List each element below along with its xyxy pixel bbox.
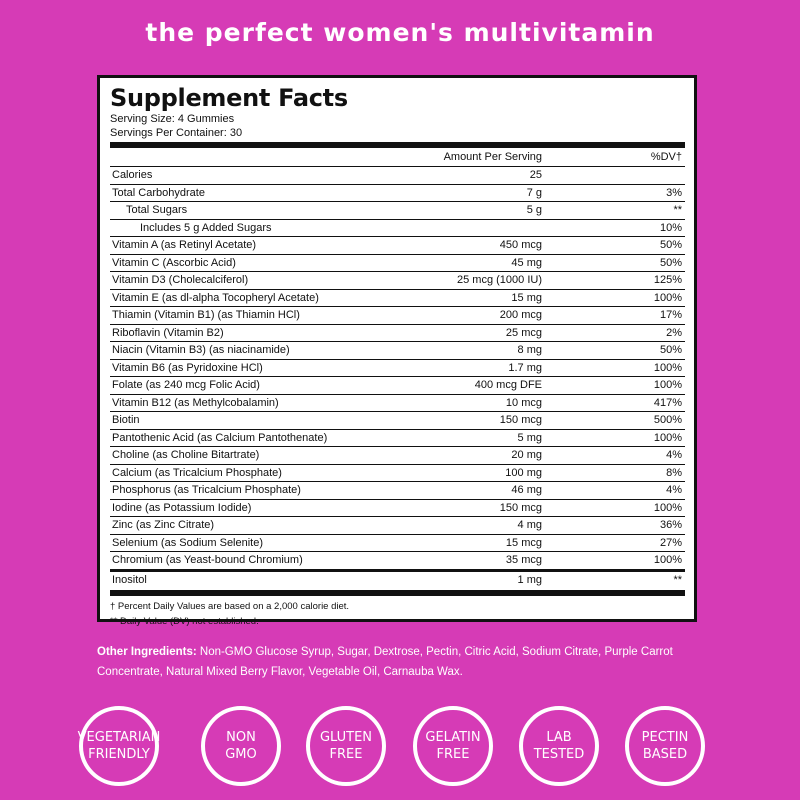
nutrient-name: Calories xyxy=(110,167,360,185)
bottom-divider xyxy=(110,590,685,596)
nutrient-amount: 10 mcg xyxy=(360,394,550,412)
nutrient-name: Zinc (as Zinc Citrate) xyxy=(110,517,360,535)
nutrient-amount: 45 mg xyxy=(360,254,550,272)
badge xyxy=(413,706,493,786)
badge-line1: GELATIN xyxy=(425,730,481,745)
header-dv: %DV† xyxy=(550,148,685,167)
nutrient-amount: 20 mg xyxy=(360,447,550,465)
facts-row xyxy=(110,219,685,237)
badge-line1: LAB xyxy=(546,730,572,745)
badge-line1: VEGETARIAN xyxy=(77,730,161,745)
nutrient-amount: 25 mcg (1000 IU) xyxy=(360,272,550,290)
facts-row xyxy=(110,412,685,430)
facts-row xyxy=(110,552,685,569)
nutrient-name: Thiamin (Vitamin B1) (as Thiamin HCl) xyxy=(110,307,360,325)
nutrient-dv: 17% xyxy=(550,307,685,325)
badge-line2: TESTED xyxy=(533,747,585,762)
other-ingredients-label: Other Ingredients: xyxy=(97,646,197,658)
nutrient-amount: 25 xyxy=(360,167,550,185)
nutrient-name: Vitamin E (as dl-alpha Tocopheryl Acetate) xyxy=(110,289,360,307)
nutrient-amount: 5 g xyxy=(360,202,550,220)
nutrient-dv: 100% xyxy=(550,359,685,377)
nutrient-amount xyxy=(360,219,550,237)
nutrient-dv: 10% xyxy=(550,219,685,237)
nutrient-name: Selenium (as Sodium Selenite) xyxy=(110,534,360,552)
supplement-facts-panel xyxy=(97,75,697,627)
badge-line1: PECTIN xyxy=(641,730,689,745)
nutrient-dv: 417% xyxy=(550,394,685,412)
nutrient-name: Riboflavin (Vitamin B2) xyxy=(110,324,360,342)
nutrient-amount: 25 mcg xyxy=(360,324,550,342)
facts-row xyxy=(110,464,685,482)
facts-title: Supplement Facts xyxy=(110,84,348,112)
facts-row xyxy=(110,429,685,447)
badge xyxy=(79,706,159,786)
nutrient-dv: 125% xyxy=(550,272,685,290)
nutrient-amount: 450 mcg xyxy=(360,237,550,255)
nutrient-name: Includes 5 g Added Sugars xyxy=(110,219,360,237)
nutrient-amount: 150 mcg xyxy=(360,412,550,430)
facts-row xyxy=(110,307,685,325)
badge-line2: BASED xyxy=(642,747,688,762)
nutrient-name: Phosphorus (as Tricalcium Phosphate) xyxy=(110,482,360,500)
facts-row xyxy=(110,254,685,272)
nutrient-name: Total Sugars xyxy=(110,202,360,220)
facts-row xyxy=(110,289,685,307)
nutrient-dv: 8% xyxy=(550,464,685,482)
nutrient-amount: 150 mcg xyxy=(360,499,550,517)
badge xyxy=(625,706,705,786)
badge xyxy=(306,706,386,786)
badge-row xyxy=(0,706,800,800)
servings-per-container: Servings Per Container: 30 xyxy=(110,127,243,139)
nutrient-amount: 15 mcg xyxy=(360,534,550,552)
nutrient-name: Niacin (Vitamin B3) (as niacinamide) xyxy=(110,342,360,360)
nutrient-dv: 2% xyxy=(550,324,685,342)
nutrient-dv: 27% xyxy=(550,534,685,552)
facts-table xyxy=(110,148,685,569)
nutrient-dv: 100% xyxy=(550,377,685,395)
nutrient-amount: 400 mcg DFE xyxy=(360,377,550,395)
nutrient-dv: 100% xyxy=(550,429,685,447)
badge-line1: NON xyxy=(226,730,256,745)
header-blank xyxy=(110,148,360,167)
nutrient-name: Vitamin D3 (Cholecalciferol) xyxy=(110,272,360,290)
facts-row xyxy=(110,184,685,202)
facts-row xyxy=(110,517,685,535)
nutrient-name: Biotin xyxy=(110,412,360,430)
badge-line2: FREE xyxy=(329,747,363,762)
nutrient-dv: 50% xyxy=(550,342,685,360)
nutrient-amount: 15 mg xyxy=(360,289,550,307)
nutrient-dv: 4% xyxy=(550,482,685,500)
nutrient-amount: 8 mg xyxy=(360,342,550,360)
facts-row xyxy=(110,167,685,185)
other-ingredients-text: Non-GMO Glucose Syrup, Sugar, Dextrose, Pectin, Citric Acid, Sodium Citrate, Purple Carrot Concentrate, Natural Mixed Berry Flavor, Vegetable Oil, Carnauba Wax. xyxy=(97,646,673,678)
nutrient-dv: 50% xyxy=(550,254,685,272)
nutrient-dv: ** xyxy=(673,573,682,586)
nutrient-name: Pantothenic Acid (as Calcium Pantothenate) xyxy=(110,429,360,447)
nutrient-name: Folate (as 240 mcg Folic Acid) xyxy=(110,377,360,395)
facts-row xyxy=(110,237,685,255)
table-header-row xyxy=(110,148,685,167)
nutrient-name: Iodine (as Potassium Iodide) xyxy=(110,499,360,517)
other-facts-table xyxy=(110,572,685,589)
nutrient-amount: 5 mg xyxy=(360,429,550,447)
footnote-percent-dv: † Percent Daily Values are based on a 2,000 calorie diet. xyxy=(110,601,350,612)
nutrient-dv: 36% xyxy=(550,517,685,535)
facts-row xyxy=(110,359,685,377)
footnote-dv-not-established: ** Daily Value (DV) not established. xyxy=(110,616,259,627)
nutrient-dv: 3% xyxy=(550,184,685,202)
footnotes xyxy=(110,599,685,629)
nutrient-amount: 200 mcg xyxy=(360,307,550,325)
nutrient-amount: 7 g xyxy=(360,184,550,202)
headline: the perfect women's multivitamin xyxy=(145,18,655,47)
nutrient-name: Vitamin B6 (as Pyridoxine HCl) xyxy=(110,359,360,377)
facts-row xyxy=(110,202,685,220)
serving-size: Serving Size: 4 Gummies xyxy=(110,113,235,125)
nutrient-name: Vitamin B12 (as Methylcobalamin) xyxy=(110,394,360,412)
nutrient-amount: 1.7 mg xyxy=(360,359,550,377)
facts-row xyxy=(110,482,685,500)
badge xyxy=(519,706,599,786)
nutrient-name: Chromium (as Yeast-bound Chromium) xyxy=(112,554,303,567)
badge-line2: FREE xyxy=(436,747,470,762)
badge-line1: GLUTEN xyxy=(319,730,373,745)
nutrient-dv: 50% xyxy=(550,237,685,255)
facts-row xyxy=(110,394,685,412)
nutrient-amount: 4 mg xyxy=(360,517,550,535)
nutrient-dv xyxy=(550,167,685,185)
facts-row xyxy=(110,572,685,589)
nutrient-name: Vitamin A (as Retinyl Acetate) xyxy=(110,237,360,255)
nutrient-amount: 100 mg xyxy=(360,464,550,482)
nutrient-amount: 35 mcg xyxy=(505,554,542,567)
header-amount: Amount Per Serving xyxy=(360,148,550,167)
nutrient-dv: 100% xyxy=(550,289,685,307)
nutrient-dv: 500% xyxy=(550,412,685,430)
facts-row xyxy=(110,499,685,517)
nutrient-amount: 1 mg xyxy=(517,573,542,586)
other-ingredients xyxy=(97,642,709,682)
nutrient-amount: 46 mg xyxy=(360,482,550,500)
facts-row xyxy=(110,447,685,465)
facts-row xyxy=(110,342,685,360)
nutrient-name: Inositol xyxy=(112,573,147,586)
nutrient-dv: 100% xyxy=(550,499,685,517)
badge xyxy=(201,706,281,786)
nutrient-dv: ** xyxy=(550,202,685,220)
nutrient-dv: 100% xyxy=(653,554,682,567)
badge-line2: GMO xyxy=(225,747,257,762)
badge-line2: FRIENDLY xyxy=(88,747,150,762)
nutrient-name: Choline (as Choline Bitartrate) xyxy=(110,447,360,465)
facts-row xyxy=(110,377,685,395)
nutrient-name: Vitamin C (Ascorbic Acid) xyxy=(110,254,360,272)
facts-row xyxy=(110,534,685,552)
nutrient-dv: 4% xyxy=(550,447,685,465)
facts-row xyxy=(110,324,685,342)
nutrient-name: Total Carbohydrate xyxy=(110,184,360,202)
nutrient-name: Calcium (as Tricalcium Phosphate) xyxy=(110,464,360,482)
facts-row xyxy=(110,272,685,290)
